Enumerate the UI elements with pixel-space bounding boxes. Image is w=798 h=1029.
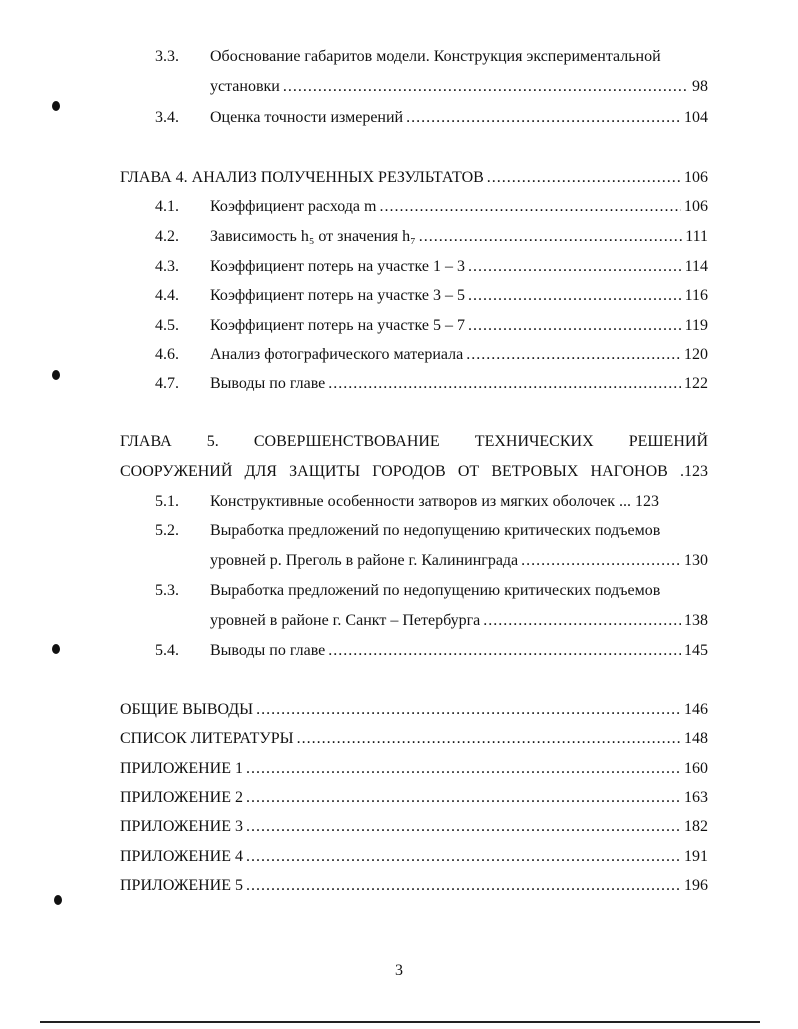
entry-number: 4.1. <box>155 198 179 215</box>
entry-number: 5.3. <box>155 582 179 599</box>
leader-dots <box>246 816 681 838</box>
leader-dots <box>419 226 682 248</box>
toc-chapter-4 <box>120 167 708 189</box>
scan-edge-line <box>40 1021 760 1023</box>
entry-page: 104 <box>684 109 708 126</box>
entry-page: 130 <box>684 552 708 569</box>
leader-dots <box>328 640 681 662</box>
entry-page: 122 <box>684 375 708 392</box>
toc-chapter-5-line2: СООРУЖЕНИЙ ДЛЯ ЗАЩИТЫ ГОРОДОВ ОТ ВЕТРОВЫХ НАГОНОВ .123 <box>120 463 708 480</box>
toc-appendix-1 <box>120 758 708 780</box>
entry-number: 4.2. <box>155 228 179 245</box>
entry-title: Коэффициент расхода m <box>210 198 377 215</box>
entry-title: Зависимость h₅ от значения h₇ <box>210 228 416 245</box>
leader-dots <box>246 875 681 897</box>
leader-dots <box>521 550 681 572</box>
entry-page: 119 <box>684 317 708 334</box>
entry-title: Коэффициент потерь на участке 3 – 5 <box>210 287 465 304</box>
entry-number: 5.4. <box>155 642 179 659</box>
entry-title: Конструктивные особенности затворов из мягких оболочек ... 123 <box>210 493 659 510</box>
entry-page: 120 <box>684 346 708 363</box>
binder-hole-mark <box>52 644 60 654</box>
entry-title: ПРИЛОЖЕНИЕ 1 <box>120 760 244 777</box>
toc-entry-5-1 <box>155 491 708 513</box>
entry-title: ПРИЛОЖЕНИЕ 3 <box>120 818 244 835</box>
entry-number: 3.3. <box>155 48 179 65</box>
entry-title: Выработка предложений по недопущению критических подъемов <box>210 582 661 599</box>
entry-title: Выработка предложений по недопущению критических подъемов <box>210 522 661 539</box>
binder-hole-mark <box>52 370 60 380</box>
entry-title-cont: уровней р. Преголь в районе г. Калининграда <box>210 552 519 569</box>
entry-title: Выводы по главе <box>210 642 326 659</box>
toc-appendix-4 <box>120 846 708 868</box>
chapter-page: 106 <box>684 169 708 186</box>
leader-dots <box>487 167 681 189</box>
entry-page: 116 <box>684 287 708 304</box>
entry-number: 5.2. <box>155 522 179 539</box>
leader-dots <box>379 196 681 218</box>
toc-appendix-5 <box>120 875 708 897</box>
toc-entry-4-1 <box>155 196 708 218</box>
toc-entry-5-3 <box>155 580 708 602</box>
toc-references <box>120 728 708 750</box>
chapter-title: ГЛАВА 4. АНАЛИЗ ПОЛУЧЕННЫХ РЕЗУЛЬТАТОВ <box>120 169 484 186</box>
toc-entry-4-6 <box>155 344 708 366</box>
toc-entry-5-2 <box>155 520 708 542</box>
entry-title: СПИСОК ЛИТЕРАТУРЫ <box>120 730 294 747</box>
entry-page: 182 <box>684 818 708 835</box>
leader-dots <box>483 610 681 632</box>
toc-entry-5-4 <box>155 640 708 662</box>
toc-appendix-2 <box>120 787 708 809</box>
toc-entry-4-2 <box>155 226 708 248</box>
entry-page: 160 <box>684 760 708 777</box>
toc-entry-4-5 <box>155 315 708 337</box>
leader-dots <box>468 285 682 307</box>
leader-dots <box>246 758 681 780</box>
entry-page: 114 <box>684 258 708 275</box>
leader-dots <box>328 373 681 395</box>
entry-page: 145 <box>684 642 708 659</box>
toc-general-conclusions <box>120 699 708 721</box>
toc-entry-3-3 <box>155 46 708 68</box>
entry-title-cont: уровней в районе г. Санкт – Петербурга <box>210 612 481 629</box>
entry-page: 98 <box>692 78 708 95</box>
leader-dots <box>246 846 681 868</box>
binder-hole-mark <box>54 895 62 905</box>
leader-dots <box>256 699 681 721</box>
entry-title: Коэффициент потерь на участке 5 – 7 <box>210 317 465 334</box>
entry-number: 4.7. <box>155 375 179 392</box>
entry-title: ПРИЛОЖЕНИЕ 4 <box>120 848 244 865</box>
leader-dots <box>468 256 682 278</box>
toc-entry-3-3-cont <box>210 76 708 98</box>
page-number: 3 <box>395 962 403 979</box>
leader-dots <box>297 728 681 750</box>
entry-title: Коэффициент потерь на участке 1 – 3 <box>210 258 465 275</box>
entry-page: 106 <box>684 198 708 215</box>
leader-dots <box>468 315 682 337</box>
entry-page: 111 <box>685 228 708 245</box>
binder-hole-mark <box>52 101 60 111</box>
entry-number: 4.4. <box>155 287 179 304</box>
entry-page: 148 <box>684 730 708 747</box>
entry-page: 191 <box>684 848 708 865</box>
toc-entry-5-2-cont <box>210 550 708 572</box>
entry-title: ОБЩИЕ ВЫВОДЫ <box>120 701 254 718</box>
leader-dots <box>283 76 689 98</box>
toc-entry-4-7 <box>155 373 708 395</box>
entry-number: 4.6. <box>155 346 179 363</box>
entry-title: Анализ фотографического материала <box>210 346 464 363</box>
toc-chapter-5-line1: ГЛАВА 5. СОВЕРШЕНСТВОВАНИЕ ТЕХНИЧЕСКИХ РЕШЕНИЙ <box>120 433 708 450</box>
entry-title: Оценка точности измерений <box>210 109 404 126</box>
toc-appendix-3 <box>120 816 708 838</box>
toc-entry-3-4 <box>155 107 708 129</box>
entry-page: 138 <box>684 612 708 629</box>
entry-title: Выводы по главе <box>210 375 326 392</box>
entry-title-cont: установки <box>210 78 280 95</box>
leader-dots <box>406 107 681 129</box>
entry-page: 146 <box>684 701 708 718</box>
toc-entry-4-4 <box>155 285 708 307</box>
entry-page: 163 <box>684 789 708 806</box>
toc-entry-4-3 <box>155 256 708 278</box>
entry-title: ПРИЛОЖЕНИЕ 5 <box>120 877 244 894</box>
entry-number: 5.1. <box>155 493 179 510</box>
entry-number: 3.4. <box>155 109 179 126</box>
leader-dots <box>246 787 681 809</box>
entry-title: Обоснование габаритов модели. Конструкция экспериментальной <box>210 48 661 65</box>
leader-dots <box>466 344 681 366</box>
entry-title: ПРИЛОЖЕНИЕ 2 <box>120 789 244 806</box>
entry-page: 196 <box>684 877 708 894</box>
toc-entry-5-3-cont <box>210 610 708 632</box>
entry-number: 4.3. <box>155 258 179 275</box>
entry-number: 4.5. <box>155 317 179 334</box>
